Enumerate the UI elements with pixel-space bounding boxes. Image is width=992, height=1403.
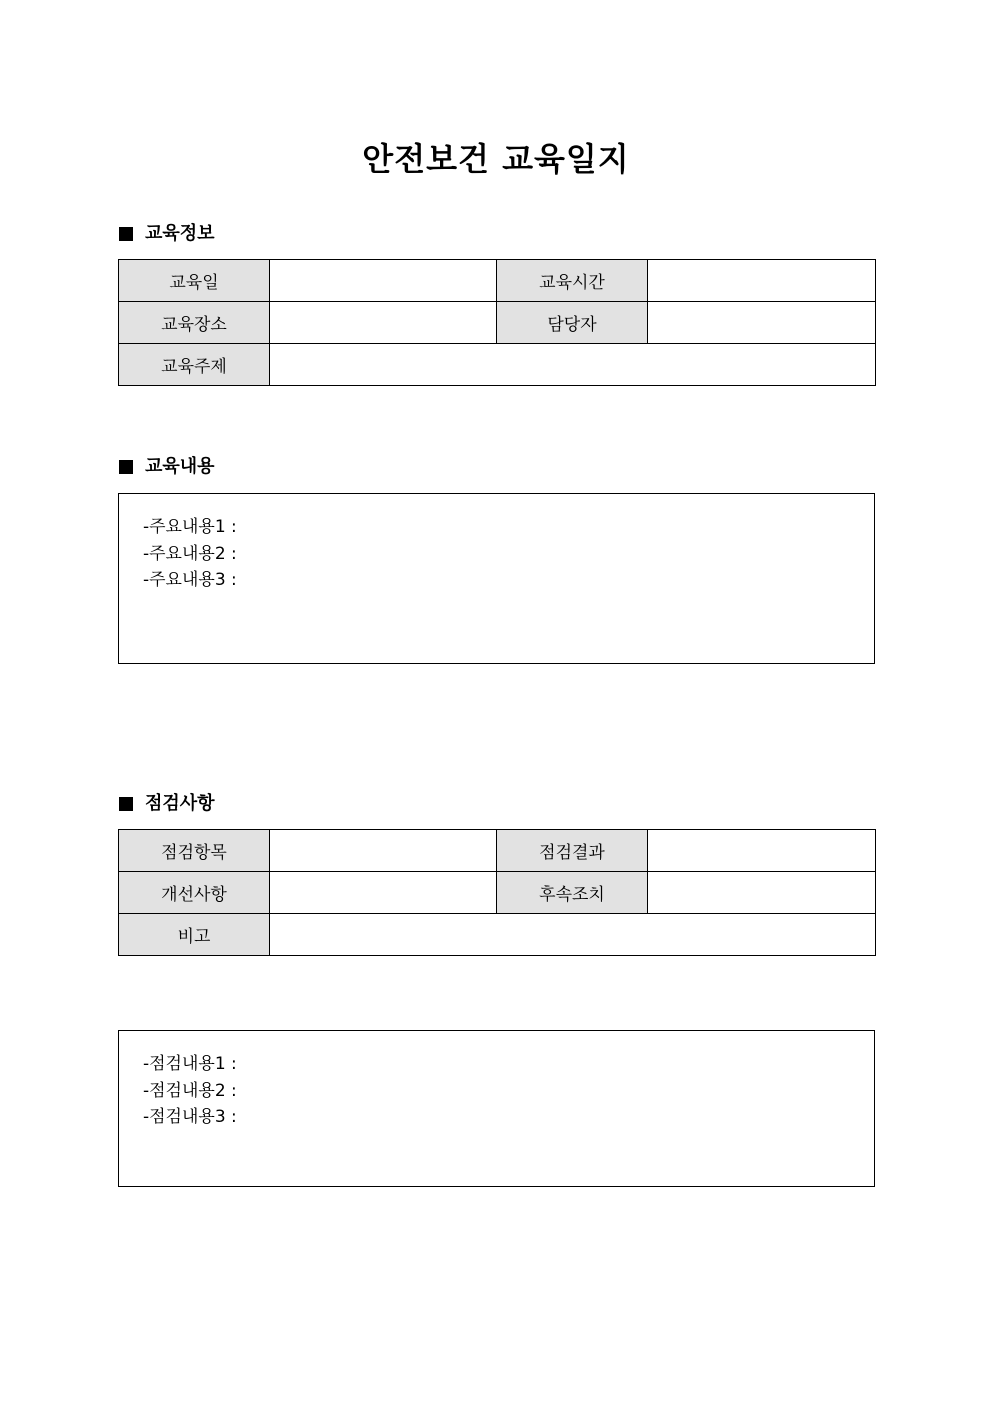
person-in-charge-label: 담당자	[497, 302, 648, 344]
improvement-label: 개선사항	[119, 872, 270, 914]
section-heading-education-content	[119, 455, 215, 479]
inspection-item-field[interactable]	[270, 830, 497, 872]
section-heading-label: 교육내용	[145, 456, 215, 477]
list-item: -주요내용2 :	[143, 543, 237, 564]
person-in-charge-field[interactable]	[648, 302, 876, 344]
table-row	[119, 830, 876, 872]
list-item: -점검내용1 :	[143, 1054, 237, 1074]
table-row	[119, 872, 876, 914]
section-heading-education-info	[119, 222, 215, 246]
section-heading-inspection	[119, 792, 215, 816]
education-place-label: 교육장소	[119, 302, 270, 344]
list-item: -주요내용3 :	[143, 570, 237, 590]
remarks-field[interactable]	[270, 914, 876, 956]
list-item: -점검내용2 :	[143, 1080, 237, 1101]
inspection-result-label: 점검결과	[497, 830, 648, 872]
section-heading-label: 교육정보	[145, 223, 215, 244]
education-content-box[interactable]	[118, 493, 875, 664]
education-place-field[interactable]	[270, 302, 497, 344]
improvement-field[interactable]	[270, 872, 497, 914]
follow-up-label: 후속조치	[497, 872, 648, 914]
remarks-label: 비고	[119, 914, 270, 956]
education-topic-field[interactable]	[270, 344, 876, 386]
table-row	[119, 302, 876, 344]
page-title: 안전보건 교육일지	[362, 140, 630, 178]
table-row	[119, 344, 876, 386]
education-time-field[interactable]	[648, 260, 876, 302]
inspection-content-box[interactable]	[118, 1030, 875, 1187]
education-topic-label: 교육주제	[119, 344, 270, 386]
list-item: -점검내용3 :	[143, 1107, 237, 1127]
inspection-table	[118, 829, 876, 956]
education-date-label: 교육일	[119, 260, 270, 302]
table-row	[119, 914, 876, 956]
inspection-result-field[interactable]	[648, 830, 876, 872]
square-bullet-icon	[119, 797, 133, 811]
square-bullet-icon	[119, 227, 133, 241]
list-item: -주요내용1 :	[143, 517, 237, 537]
education-time-label: 교육시간	[497, 260, 648, 302]
follow-up-field[interactable]	[648, 872, 876, 914]
education-date-field[interactable]	[270, 260, 497, 302]
section-heading-label: 점검사항	[145, 793, 215, 814]
education-info-table	[118, 259, 876, 386]
table-row	[119, 260, 876, 302]
square-bullet-icon	[119, 460, 133, 474]
inspection-item-label: 점검항목	[119, 830, 270, 872]
